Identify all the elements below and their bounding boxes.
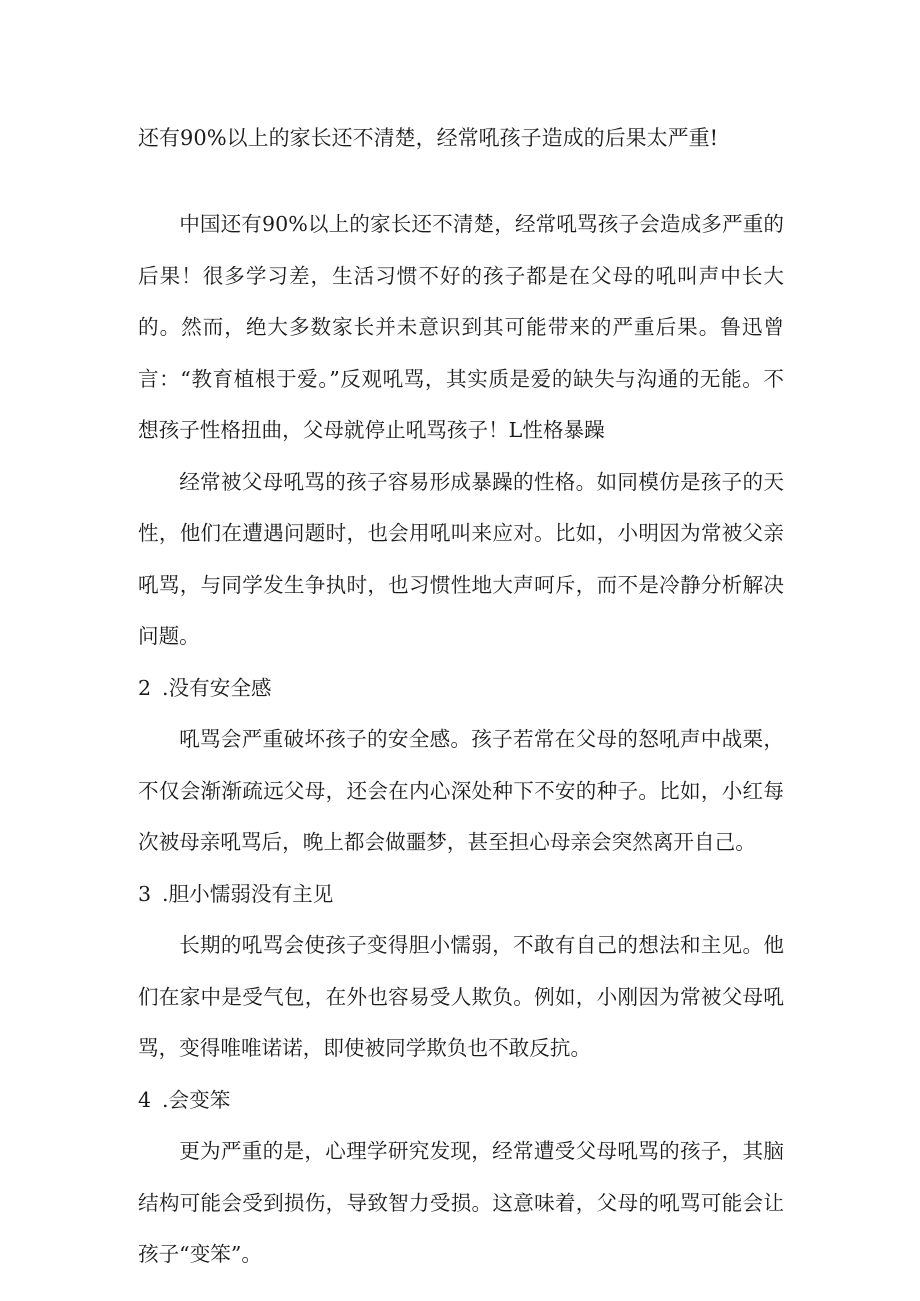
section-3-heading xyxy=(138,869,784,921)
section-4-number: 4 xyxy=(138,1087,152,1112)
section-1-paragraph: 经常被父母吼骂的孩子容易形成暴躁的性格。如同模仿是孩子的天性，他们在遭遇问题时，也会用吼叫来应对。比如，小明因为常被父亲吼骂，与同学发生争执时，也习惯性地大声呵斥，而不是冷静分析解决问题。 xyxy=(138,469,784,648)
section-3-paragraph: 长期的吼骂会使孩子变得胆小懦弱，不敢有自己的想法和主见。他们在家中是受气包，在外也容易受人欺负。例如，小刚因为常被父母吼骂，变得唯唯诺诺，即使被同学欺负也不敢反抗。 xyxy=(138,933,784,1060)
document-title: 还有90%以上的家长还不清楚，经常吼孩子造成的后果太严重! xyxy=(138,126,719,150)
section-2-heading-text: .没有安全感 xyxy=(162,675,272,700)
section-3-heading-text: .胆小懦弱没有主见 xyxy=(162,881,334,906)
section-4-heading-text: .会变笨 xyxy=(162,1087,231,1112)
section-2-paragraph: 吼骂会严重破坏孩子的安全感。孩子若常在父母的怒吼声中战栗，不仅会渐渐疏远父母，还会在内心深处种下不安的种子。比如，小红每次被母亲吼骂后，晚上都会做噩梦，甚至担心母亲会突然离开自己。 xyxy=(138,727,784,854)
section-2-heading xyxy=(138,663,784,715)
section-4-paragraph: 更为严重的是，心理学研究发现，经常遭受父母吼骂的孩子，其脑结构可能会受到损伤，导致智力受损。这意味着，父母的吼骂可能会让孩子“变笨”。 xyxy=(138,1139,784,1266)
section-2-number: 2 xyxy=(138,675,152,700)
section-4-heading xyxy=(138,1075,784,1127)
intro-paragraph: 中国还有90%以上的家长还不清楚，经常吼骂孩子会造成多严重的后果！很多学习差，生活习惯不好的孩子都是在父母的吼叫声中长大的。然而，绝大多数家长并未意识到其可能带来的严重后果。鲁迅曾言：“教育植根于爱。”反观吼骂，其实质是爱的缺失与沟通的无能。不想孩子性格扭曲，父母就停止吼骂孩子！L性格暴躁 xyxy=(138,212,784,442)
document-body xyxy=(138,199,784,1281)
section-3-number: 3 xyxy=(138,881,152,906)
